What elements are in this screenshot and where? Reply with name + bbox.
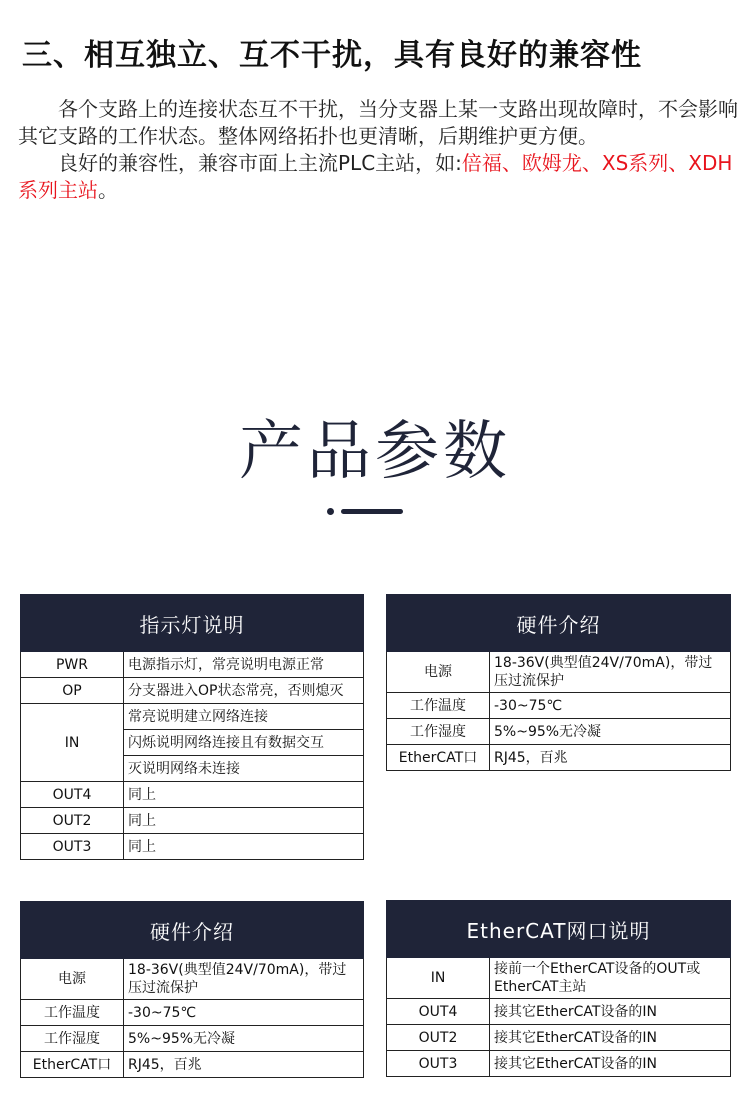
row-key: EtherCAT口	[387, 745, 490, 771]
row-value: 同上	[124, 834, 364, 860]
row-value: RJ45，百兆	[490, 745, 731, 771]
row-key: OUT4	[21, 782, 124, 808]
title-decor-dot	[327, 508, 334, 515]
row-value: 电源指示灯，常亮说明电源正常	[124, 652, 364, 678]
row-key: OUT3	[21, 834, 124, 860]
section-text	[18, 96, 743, 204]
table-row	[21, 808, 364, 834]
indicator-table-title: 指示灯说明	[21, 595, 364, 652]
table-row	[21, 782, 364, 808]
row-value: 常亮说明建立网络连接	[124, 704, 364, 730]
table-row	[387, 999, 731, 1025]
row-key: IN	[21, 704, 124, 782]
row-key: OUT4	[387, 999, 490, 1025]
ethercat-table-title: EtherCAT网口说明	[387, 901, 731, 958]
row-value: 灭说明网络未连接	[124, 756, 364, 782]
paragraph-compatibility	[18, 150, 743, 204]
row-key: OP	[21, 678, 124, 704]
table-row	[387, 652, 731, 693]
table-row	[21, 1052, 364, 1078]
table-row	[387, 1051, 731, 1077]
row-value: 接前一个EtherCAT设备的OUT或EtherCAT主站	[490, 958, 731, 999]
hardware-table-2	[20, 901, 364, 1078]
row-value: 闪烁说明网络连接且有数据交互	[124, 730, 364, 756]
section-heading: 三、相互独立、互不干扰，具有良好的兼容性	[22, 38, 642, 73]
ethercat-table	[386, 900, 731, 1077]
hardware-table-2-title: 硬件介绍	[21, 902, 364, 959]
title-decor-bar	[341, 509, 403, 514]
row-key: OUT2	[21, 808, 124, 834]
row-key: IN	[387, 958, 490, 999]
table-row	[387, 719, 731, 745]
table-row	[21, 959, 364, 1000]
row-key: 工作温度	[21, 1000, 124, 1026]
row-key: 电源	[21, 959, 124, 1000]
table-row	[21, 1026, 364, 1052]
hardware-table-title: 硬件介绍	[387, 595, 731, 652]
row-key: EtherCAT口	[21, 1052, 124, 1078]
row-value: -30~75℃	[490, 693, 731, 719]
table-row	[387, 1025, 731, 1051]
row-value: 18-36V(典型值24V/70mA)，带过压过流保护	[124, 959, 364, 1000]
row-value: 分支器进入OP状态常亮，否则熄灭	[124, 678, 364, 704]
indicator-table	[20, 594, 364, 860]
table-row	[21, 652, 364, 678]
paragraph-independence-text: 各个支路上的连接状态互不干扰，当分支器上某一支路出现故障时，不会影响其它支路的工作状态。整体网络拓扑也更清晰，后期维护更方便。	[18, 97, 738, 148]
table-row	[21, 834, 364, 860]
compat-brands: 倍福、欧姆龙、XS系列、XDH系列主站	[18, 151, 733, 202]
hardware-table	[386, 594, 731, 771]
row-key: OUT2	[387, 1025, 490, 1051]
row-value: 同上	[124, 782, 364, 808]
row-value: RJ45，百兆	[124, 1052, 364, 1078]
row-value: 同上	[124, 808, 364, 834]
compat-prefix: 良好的兼容性，兼容市面上主流PLC主站，如:	[58, 151, 462, 175]
table-row	[387, 745, 731, 771]
row-value: 接其它EtherCAT设备的IN	[490, 999, 731, 1025]
row-key: 电源	[387, 652, 490, 693]
row-key: 工作湿度	[21, 1026, 124, 1052]
row-value: 5%~95%无冷凝	[124, 1026, 364, 1052]
row-value: 接其它EtherCAT设备的IN	[490, 1051, 731, 1077]
table-row	[21, 678, 364, 704]
row-key: 工作温度	[387, 693, 490, 719]
table-row	[387, 958, 731, 999]
table-row	[387, 693, 731, 719]
table-row	[21, 1000, 364, 1026]
compat-suffix: 。	[98, 178, 118, 202]
table-row	[21, 704, 364, 730]
row-key: PWR	[21, 652, 124, 678]
row-value: 5%~95%无冷凝	[490, 719, 731, 745]
row-value: 18-36V(典型值24V/70mA)，带过压过流保护	[490, 652, 731, 693]
row-value: -30~75℃	[124, 1000, 364, 1026]
params-title: 产品参数	[239, 415, 511, 489]
paragraph-independence	[18, 96, 743, 150]
row-key: 工作湿度	[387, 719, 490, 745]
row-value: 接其它EtherCAT设备的IN	[490, 1025, 731, 1051]
row-key: OUT3	[387, 1051, 490, 1077]
